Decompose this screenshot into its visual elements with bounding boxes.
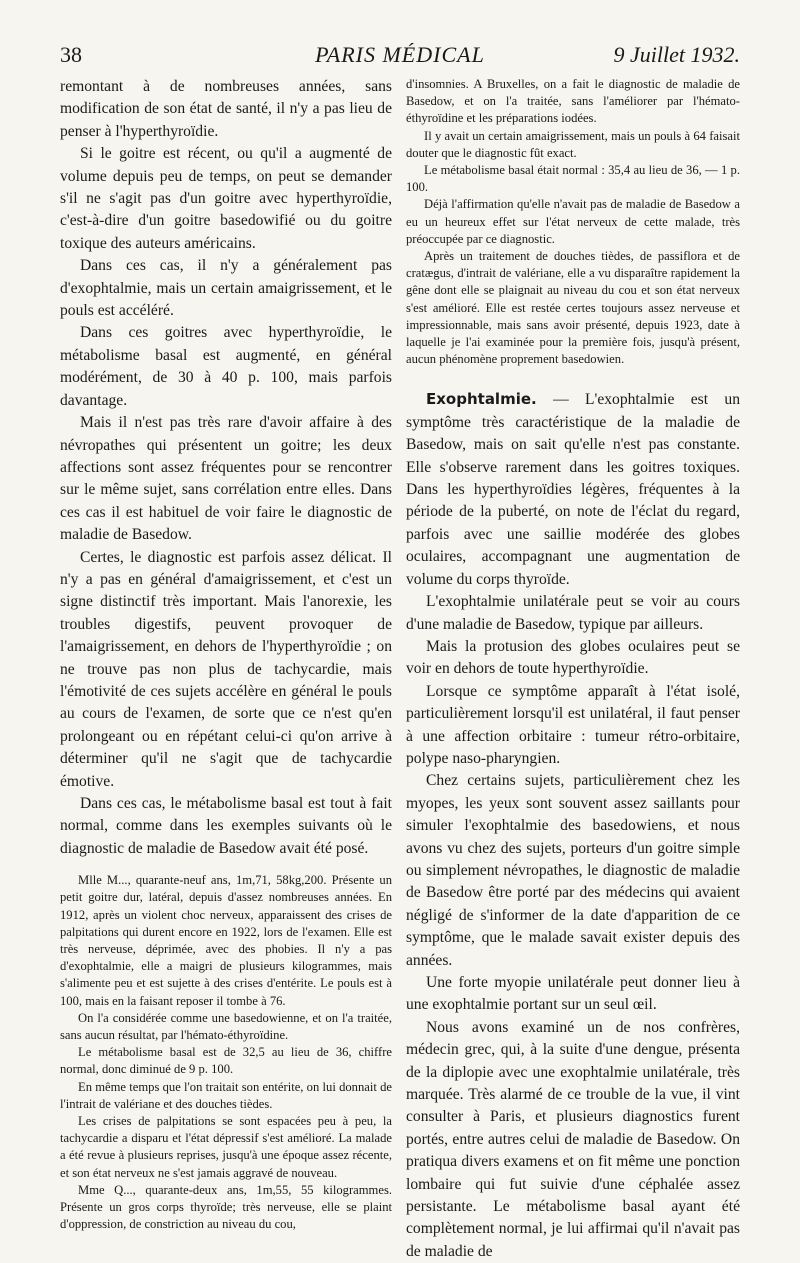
issue-date: 9 Juillet 1932. xyxy=(613,42,740,67)
journal-title: PARIS MÉDICAL xyxy=(315,42,485,67)
left-body-text xyxy=(60,76,392,860)
exophtalmie-paragraph xyxy=(406,388,740,591)
case-note: Le métabolisme basal était normal : 35,4 au lieu de 36, — 1 p. 100. xyxy=(406,163,740,195)
section-heading: Exophtalmie. xyxy=(426,390,537,409)
case-note: Les crises de palpitations se sont espacées peu à peu, la tachycardie a disparu et l'état dépressif s'est amélioré. La malade a été revue à plusieurs reprises, jusqu'à une époque assez récente, et son état nerveux ne s'est jamais aggravé de nouveau. xyxy=(60,1114,392,1180)
page-header xyxy=(60,42,740,72)
paragraph: Dans ces goitres avec hyperthyroïdie, le métabolisme basal est augmenté, en général modérément, de 30 à 40 p. 100, mais parfois davantage. xyxy=(60,324,392,409)
paragraph: L'exophtalmie unilatérale peut se voir au cours d'une maladie de Basedow, typique par ailleurs. xyxy=(406,593,740,633)
paragraph: Dans ces cas, le métabolisme basal est tout à fait normal, comme dans les exemples suivants où le diagnostic de maladie de Basedow avait été posé. xyxy=(60,795,392,857)
case-note: Mlle M..., quarante-neuf ans, 1m,71, 58kg,200. Présente un petit goitre dur, latéral, depuis d'assez nombreuses années. En 1912, après un violent choc nerveux, apparaissent des crises de palpitations qui durent encore en 1922, lors de l'examen. Elle est très nerveuse, déprimée, avec des phobies. Il n'y a pas d'exophtalmie, elle a maigri de plusieurs kilogrammes, mais s'alimente peu et est sujette à des crises d'entérite. Le pouls est à 100, mais en la faisant reposer il tombe à 76. xyxy=(60,873,392,1008)
case-note: Après un traitement de douches tièdes, de passiflora et de cratægus, d'intrait de valériane, elle a vu disparaître rapidement la gêne dont elle se plaignait au niveau du cou et son état nerveux s'est amélioré. Elle est restée certes toujours assez nerveuse et impressionnable, mais sans avoir présenté, depuis 1923, date à laquelle je l'ai examinée pour la première fois, jusqu'à présent, aucun phénomène proprement basedowien. xyxy=(406,249,740,367)
page-number: 38 xyxy=(60,42,82,67)
case-note: Le métabolisme basal est de 32,5 au lieu de 36, chiffre normal, donc diminué de 9 p. 100. xyxy=(60,1045,392,1077)
paragraph: Chez certains sujets, particulièrement chez les myopes, les yeux sont souvent assez saillants pour simuler l'exophtalmie des basedowiens, et nous avons vu chez des sujets, porteurs d'un goitre simple ou simplement névropathes, le diagnostic de maladie de Basedow être porté par des médecins qui avaient négligé de s'informer de la date d'apparition de ce symptôme, que le malade savait exister depuis des années. xyxy=(406,772,740,969)
paragraph: Certes, le diagnostic est parfois assez délicat. Il n'y a pas en général d'amaigrissement, et c'est un signe distinctif très important. Mais l'anorexie, les troubles digestifs, peuvent provoquer de l'amaigrissement, en dehors de l'hyperthyroïdie ; on ne trouve pas non plus de tachycardie, mais l'émotivité de ces sujets accélère en général le pouls au cours de l'examen, de sorte que ce n'est qu'en prolongeant ou en répétant celui-ci qu'on arrive à déterminer qu'il ne s'agit que de tachycardie émotive. xyxy=(60,548,392,790)
exophtalmie-text: — L'exophtalmie est un symptôme très caractéristique de la maladie de Basedow, mais on sait qu'elle n'est pas constante. Elle s'observe rarement dans les goitres toxiques. Dans les hyperthyroïdies légères, fréquentes à la période de la puberté, on note de l'éclat du regard, parfois avec une saillie modérée des globes oculaires, accompagnant une augmentation de volume du corps thyroïde. xyxy=(406,391,740,588)
right-column xyxy=(406,76,740,1263)
paragraph: Mais la protusion des globes oculaires peut se voir en dehors de toute hyperthyroïdie. xyxy=(406,637,740,678)
case-note: En même temps que l'on traitait son entérite, on lui donnait de l'intrait de valériane et des douches tièdes. xyxy=(60,1079,392,1111)
paragraph: Mais il n'est pas très rare d'avoir affaire à des névropathes qui présentent un goitre; les deux affections sont assez fréquentes pour se rencontrer sur le même sujet, sans corrélation entre elles. Dans ces cas il est habituel de voir faire le diagnostic de maladie de Basedow. xyxy=(60,414,392,544)
left-column xyxy=(60,76,392,1233)
case-note: On l'a considérée comme une basedowienne, et on l'a traitée, sans aucun résultat, par l'hémato-éthyroïdine. xyxy=(60,1010,392,1043)
paragraph: Dans ces cas, il n'y a généralement pas d'exophtalmie, mais un certain amaigrissement, et le pouls est accéléré. xyxy=(60,257,392,320)
case-note: Il y avait un certain amaigrissement, mais un pouls à 64 faisait douter que le diagnostic fût exact. xyxy=(406,128,740,160)
case-note: d'insomnies. A Bruxelles, on a fait le diagnostic de maladie de Basedow, et on l'a traitée, sans l'améliorer par l'hémato-éthyroïdine et les préparations iodées. xyxy=(406,77,740,126)
case-note: Mme Q..., quarante-deux ans, 1m,55, 55 kilogrammes. Présente un gros corps thyroïde; très nerveuse, elle se plaint d'oppression, de constriction au niveau du cou, xyxy=(60,1182,392,1232)
paragraph: Une forte myopie unilatérale peut donner lieu à une exophtalmie portant sur un seul œil. xyxy=(406,974,740,1014)
case-note: Déjà l'affirmation qu'elle n'avait pas de maladie de Basedow a eu un heureux effet sur l'état nerveux de cette malade, très préoccupée par ce diagnostic. xyxy=(406,197,740,246)
paragraph: Nous avons examiné un de nos confrères, médecin grec, qui, à la suite d'une dengue, présenta de la diplopie avec une exophtalmie unilatérale, très marquée. Très alarmé de ce trouble de la vue, il vint consulter à Paris, et plusieurs diagnostics furent portés, entre autres celui de maladie de Basedow. On pratiqua divers examens et on fit même une ponction lombaire qui fut suivie d'une céphalée assez persistante. Le métabolisme basal ayant été complètement normal, je lui affirmai qu'il n'avait pas de maladie de xyxy=(406,1018,740,1260)
right-body-text xyxy=(406,388,740,1263)
paragraph: Lorsque ce symptôme apparaît à l'état isolé, particulièrement lorsqu'il est unilatéral, il faut penser à une affection orbitaire : tumeur rétro-orbitaire, polype naso-pharyngien. xyxy=(406,682,740,767)
paragraph: Si le goitre est récent, ou qu'il a augmenté de volume depuis peu de temps, on peut se demander s'il ne s'agit pas d'un goitre avec hyperthyroïdie, c'est-à-dire d'un goitre basedowifié ou du goitre toxique des auteurs américains. xyxy=(60,145,392,252)
paragraph: remontant à de nombreuses années, sans modification de son état de santé, il n'y a pas lieu de penser à l'hyperthyroïdie. xyxy=(60,78,392,140)
left-case-notes xyxy=(60,872,392,1233)
right-case-notes xyxy=(406,76,740,368)
